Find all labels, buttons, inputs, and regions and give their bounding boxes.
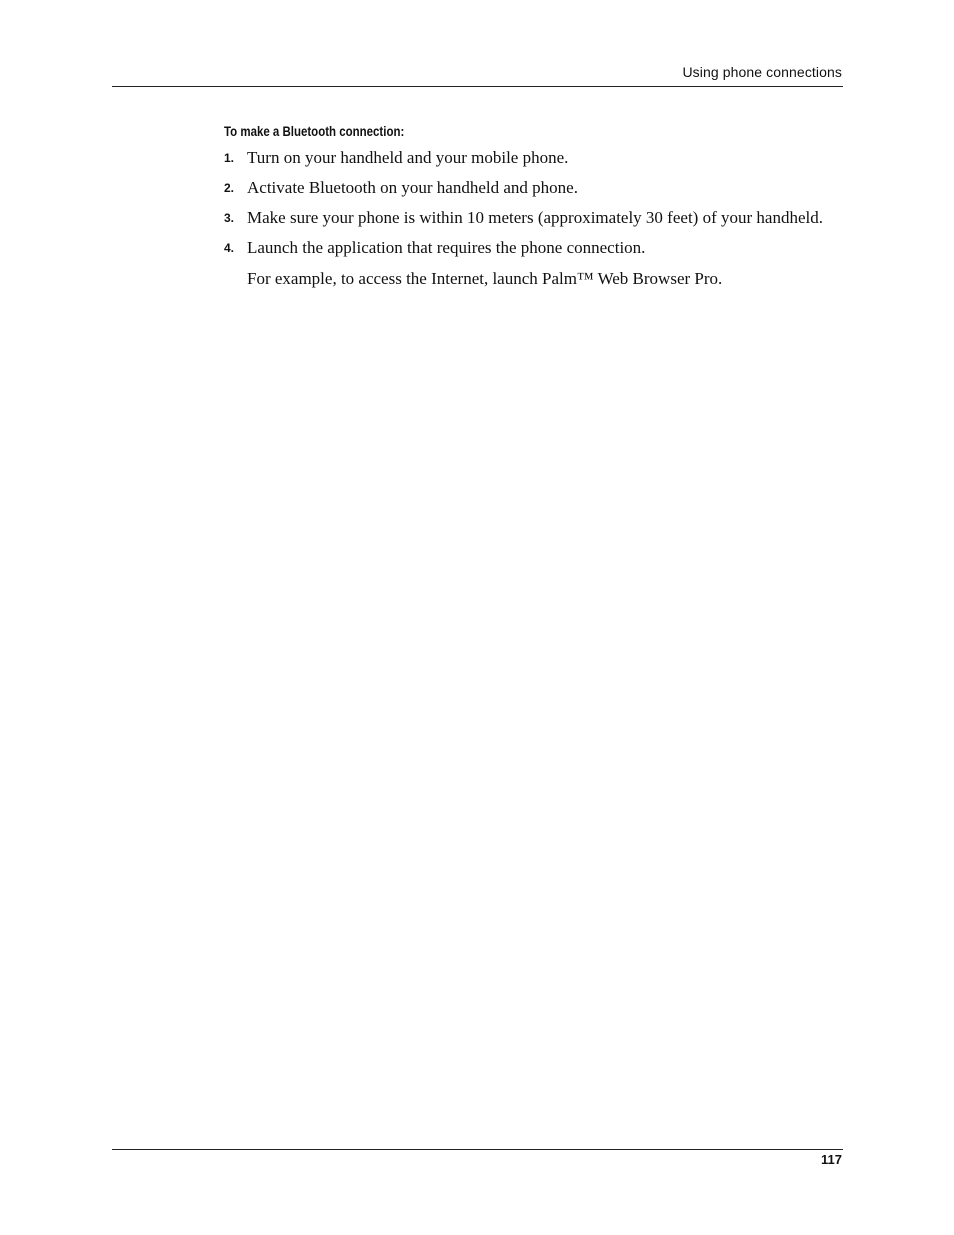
footer-rule [112, 1149, 843, 1150]
list-item [224, 208, 824, 228]
step-number: 2. [224, 181, 235, 195]
page-number: 117 [821, 1152, 842, 1167]
step-number: 1. [224, 151, 235, 165]
list-item [224, 178, 824, 198]
main-content [224, 120, 824, 299]
step-text: Turn on your handheld and your mobile phone. [247, 148, 569, 167]
step-number: 3. [224, 211, 235, 225]
running-header: Using phone connections [682, 64, 842, 80]
list-item [224, 148, 824, 168]
step-text: Activate Bluetooth on your handheld and phone. [247, 178, 578, 197]
section-heading: To make a Bluetooth connection: [224, 123, 405, 139]
steps-list [224, 148, 824, 289]
header-rule [112, 86, 843, 87]
step-text: Make sure your phone is within 10 meters (approximately 30 feet) of your handheld. [247, 208, 823, 227]
list-item [224, 238, 824, 289]
step-note: For example, to access the Internet, launch Palm™ Web Browser Pro. [247, 269, 723, 288]
step-number: 4. [224, 241, 235, 255]
step-text: Launch the application that requires the phone connection. [247, 238, 646, 257]
